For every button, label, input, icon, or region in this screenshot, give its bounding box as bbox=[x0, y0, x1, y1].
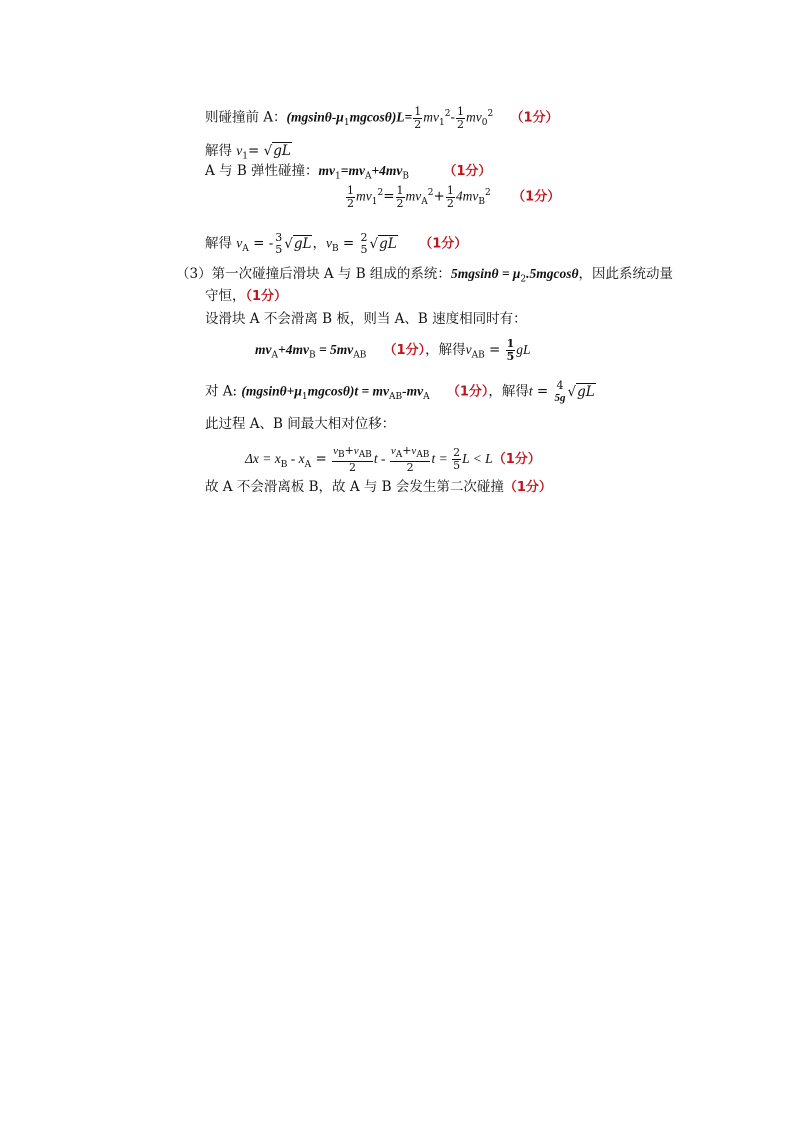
score-mark: （1分） bbox=[503, 480, 552, 495]
fraction: $\frac{1}{5}$ bbox=[506, 337, 515, 363]
sqrt: √gL bbox=[263, 143, 291, 159]
sqrt: √gL bbox=[567, 383, 595, 400]
formula-part: v bbox=[236, 235, 243, 251]
formula-part: = bbox=[248, 143, 264, 159]
formula-part: v bbox=[325, 235, 332, 251]
formula-part: v bbox=[236, 143, 243, 158]
formula-part: t bbox=[528, 383, 533, 399]
formula-part: mv bbox=[255, 342, 272, 357]
line-text: 设滑块 A 不会滑离 B 板，则当 A、B 速度相同时有： bbox=[205, 311, 527, 327]
formula-part: = bbox=[484, 342, 505, 358]
formula-part: = bbox=[311, 451, 332, 468]
line-text: ，解得 bbox=[425, 342, 466, 358]
solution-line-9: $mv_A+4mv_B = 5mv_{AB}$ （1分），解得$v_{AB}$ = $\frac{1}{5}$ gL bbox=[255, 337, 531, 363]
solution-line-6: （3）第一次碰撞后滑块 A 与 B 组成的系统：$5mgsin\theta = \mu_2.5mgcos\theta$，因此系统动量 bbox=[176, 266, 674, 285]
line-label: 则碰撞前 A： bbox=[205, 109, 287, 126]
score-mark: （1分） bbox=[419, 236, 468, 252]
fraction: $\frac{1}{2}$ bbox=[457, 104, 465, 131]
score-mark: （1分） bbox=[512, 189, 561, 205]
line-text: 此过程 A、B 间最大相对位移： bbox=[205, 416, 396, 432]
fraction: $\frac{v_B+v_{AB}}{2}$ bbox=[333, 444, 372, 475]
formula-part: (mgsinθ+μ bbox=[241, 383, 302, 399]
formula-part: v bbox=[465, 342, 472, 357]
fraction: $\frac{v_A+v_{AB}}{2}$ bbox=[390, 444, 430, 475]
fraction: 4 5g bbox=[554, 379, 566, 404]
formula-part: = - bbox=[248, 235, 274, 252]
fraction: $\frac{1}{2}$ bbox=[414, 104, 422, 131]
line-text: 第一次碰撞后滑块 A 与 B 组成的系统： bbox=[211, 266, 451, 282]
fraction: 3 5 bbox=[275, 231, 283, 256]
score-mark: （1分） bbox=[443, 164, 492, 179]
formula-part: (mgsinθ-μ bbox=[286, 109, 344, 125]
fraction: $\frac{2}{5}$ bbox=[453, 446, 461, 473]
formula-part: mv bbox=[405, 188, 422, 204]
line-text: ，解得 bbox=[488, 383, 529, 400]
solution-line-10: 对 A: $(mgsin\theta+\mu_1mgcos\theta)t = mv_{AB}-mv_A$ （1分），解得t = 4 5g √gL bbox=[205, 379, 595, 404]
formula-part: gL bbox=[516, 342, 531, 357]
line-label: A 与 B 弹性碰撞： bbox=[205, 163, 319, 179]
fraction: $\frac{1}{2}$ bbox=[396, 183, 404, 210]
fraction: 2 5 bbox=[360, 231, 368, 256]
formula-part: ， bbox=[312, 235, 326, 252]
score-mark: （1分） bbox=[245, 289, 288, 304]
sqrt: √gL bbox=[369, 235, 397, 252]
line-label: 解得 bbox=[205, 143, 237, 159]
solution-line-13 bbox=[205, 478, 552, 497]
solution-line-8 bbox=[205, 310, 527, 328]
formula-part: 5mgsinθ = μ bbox=[450, 266, 521, 281]
formula-part: mv bbox=[318, 163, 336, 178]
sqrt: √gL bbox=[284, 235, 312, 252]
solution-line-12: $\Delta x = x_B - x_A$ = $\frac{v_B+v_{AB}}{2}$ t - $\frac{v_A+v_{AB}}{2}$ t = $\frac{2}{5}$ L < L（1分） bbox=[245, 444, 541, 475]
solution-line-1: 则碰撞前 A：$(mgsin\theta-\mu_1mgcos\theta)L=$ $\frac{1}{2}$ $mv_1^2-$ $\frac{1}{2}$ $mv_0^2$ （1分） bbox=[205, 104, 559, 131]
formula-part: - bbox=[450, 109, 456, 126]
solution-line-2: 解得 $v_1= √gL$ bbox=[205, 143, 291, 162]
line-label: 解得 bbox=[205, 235, 237, 252]
formula-part: - x bbox=[287, 451, 305, 467]
formula-part: mgcosθ)t = mv bbox=[307, 383, 390, 399]
part-number: （3） bbox=[176, 266, 212, 282]
formula-part: =mv bbox=[340, 163, 365, 178]
line-text: 守恒， bbox=[205, 288, 246, 304]
formula-part: mv bbox=[356, 188, 372, 204]
solution-line-3: A 与 B 弹性碰撞：$mv_1=mv_A+4mv_B$ （1分） bbox=[205, 163, 492, 182]
formula-part: = bbox=[338, 235, 359, 252]
score-mark: （1分） bbox=[383, 343, 426, 358]
score-mark: （1分） bbox=[492, 452, 541, 468]
line-text: 故 A 不会滑离板 B，故 A 与 B 会发生第二次碰撞 bbox=[205, 479, 504, 495]
formula-part: +4mv bbox=[278, 342, 309, 357]
formula-part: Δx = x bbox=[245, 451, 281, 467]
formula-part: mv bbox=[423, 109, 440, 125]
fraction: $\frac{1}{2}$ bbox=[446, 183, 454, 210]
solution-line-4: $\frac{1}{2}$ $mv_1^2=$ $\frac{1}{2}$ $mv_A^2+$ $\frac{1}{2}$ $4mv_B^2$ （1分） bbox=[347, 183, 561, 210]
solution-line-5: 解得 $v_A$ = - 3 5 √gL，$v_B$ = 2 5 √gL （1分） bbox=[205, 231, 468, 256]
formula-part: = bbox=[383, 188, 395, 205]
formula-part: L < L bbox=[462, 451, 493, 467]
line-label: 对 A: bbox=[205, 383, 242, 400]
score-mark: （1分） bbox=[446, 384, 489, 400]
formula-part: = 5mv bbox=[315, 342, 354, 357]
solution-line-11 bbox=[205, 415, 395, 433]
formula-part: 4mv bbox=[455, 188, 479, 204]
solution-line-7 bbox=[205, 287, 287, 306]
formula-part: + bbox=[433, 188, 445, 205]
formula-part: t - bbox=[373, 451, 389, 467]
formula-part: mv bbox=[466, 109, 482, 125]
formula-part: .5mgcosθ bbox=[526, 266, 579, 281]
formula-part: = bbox=[532, 383, 553, 400]
fraction: $\frac{1}{2}$ bbox=[347, 183, 354, 210]
formula-part: t = bbox=[431, 451, 452, 467]
line-text: ，因此系统动量 bbox=[578, 266, 674, 282]
formula-part: mgcosθ)L= bbox=[349, 109, 413, 125]
formula-part: +4mv bbox=[371, 163, 403, 178]
formula-part: -mv bbox=[402, 383, 424, 399]
score-mark: （1分） bbox=[510, 110, 559, 126]
